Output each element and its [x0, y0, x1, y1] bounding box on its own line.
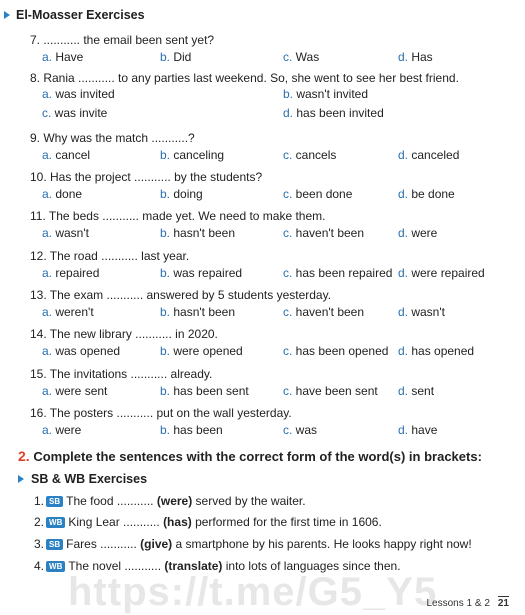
answer-option[interactable] — [398, 305, 445, 319]
sentence-number: 2. — [34, 515, 45, 529]
option-text: were — [411, 226, 438, 240]
option-text: canceling — [173, 148, 225, 162]
task-text: Complete the sentences with the correct form of the word(s) in brackets: — [33, 449, 482, 464]
option-text: wasn't invited — [296, 87, 369, 101]
answer-option[interactable] — [42, 187, 82, 201]
answer-option[interactable] — [283, 87, 368, 101]
option-text: has been opened — [295, 344, 389, 358]
question-stem: 7. ........... the email been sent yet? — [30, 33, 215, 47]
answer-option[interactable] — [160, 344, 243, 358]
answer-option[interactable] — [398, 187, 455, 201]
option-text: cancels — [295, 148, 337, 162]
option-text: sent — [411, 384, 435, 398]
option-letter: c. — [283, 148, 296, 162]
bracket-word: (has) — [163, 515, 192, 529]
option-text: were repaired — [411, 266, 485, 280]
question-stem: 16. The posters ........... put on the wall yesterday. — [30, 406, 292, 420]
answer-option[interactable] — [42, 423, 81, 437]
option-letter: d. — [398, 423, 412, 437]
task-number: 2. — [18, 448, 30, 464]
option-letter: c. — [283, 187, 296, 201]
sentence-text: The food ........... — [66, 494, 157, 508]
answer-option[interactable] — [42, 87, 115, 101]
option-text: weren't — [55, 305, 94, 319]
option-text: was opened — [55, 344, 121, 358]
option-letter: b. — [160, 187, 174, 201]
answer-option[interactable] — [283, 423, 317, 437]
option-text: has opened — [411, 344, 475, 358]
question-stem: 10. Has the project ........... by the students? — [30, 170, 263, 184]
option-text: were — [55, 423, 82, 437]
option-letter: a. — [42, 423, 56, 437]
option-text: were sent — [55, 384, 108, 398]
option-letter: d. — [398, 384, 412, 398]
book-badge: WB — [46, 517, 65, 528]
answer-option[interactable] — [283, 266, 392, 280]
option-text: haven't been — [295, 226, 365, 240]
option-letter: b. — [160, 266, 174, 280]
option-letter: d. — [283, 106, 297, 120]
sentence-text: served by the waiter. — [192, 494, 306, 508]
option-text: has been — [173, 423, 223, 437]
option-letter: d. — [398, 305, 412, 319]
answer-option[interactable] — [283, 384, 378, 398]
option-text: has been invited — [296, 106, 384, 120]
option-letter: a. — [42, 305, 56, 319]
option-text: done — [55, 187, 83, 201]
answer-option[interactable] — [283, 344, 388, 358]
option-letter: d. — [398, 226, 412, 240]
option-text: Has — [411, 50, 433, 64]
option-letter: b. — [160, 50, 174, 64]
option-text: Have — [55, 50, 84, 64]
option-letter: d. — [398, 148, 412, 162]
option-letter: a. — [42, 266, 56, 280]
book-badge: WB — [46, 561, 65, 572]
answer-option[interactable] — [160, 266, 242, 280]
answer-option[interactable] — [160, 305, 235, 319]
exercise-sentence — [34, 515, 382, 529]
answer-option[interactable] — [42, 148, 90, 162]
exercise-sentence — [34, 537, 472, 551]
option-letter: b. — [160, 305, 174, 319]
answer-option[interactable] — [160, 384, 249, 398]
sentence-text: into lots of languages since then. — [222, 559, 401, 573]
option-letter: a. — [42, 384, 56, 398]
option-text: been done — [295, 187, 353, 201]
answer-option[interactable] — [398, 226, 437, 240]
triangle-bullet-icon — [18, 475, 24, 483]
option-text: was — [295, 423, 318, 437]
answer-option[interactable] — [42, 266, 99, 280]
answer-option[interactable] — [42, 384, 107, 398]
book-badge: SB — [46, 539, 63, 550]
option-letter: c. — [283, 305, 296, 319]
option-text: wasn't — [55, 226, 89, 240]
sbwb-heading — [18, 472, 147, 486]
answer-option[interactable] — [283, 148, 336, 162]
question-stem: 15. The invitations ........... already. — [30, 367, 213, 381]
option-text: cancel — [55, 148, 91, 162]
sentence-text: King Lear ........... — [68, 515, 164, 529]
sentence-number: 1. — [34, 494, 45, 508]
triangle-bullet-icon — [4, 11, 10, 19]
option-letter: c. — [283, 423, 296, 437]
answer-option[interactable] — [42, 344, 120, 358]
option-text: has been sent — [173, 384, 249, 398]
answer-option[interactable] — [160, 226, 235, 240]
book-badge: SB — [46, 496, 63, 507]
option-letter: b. — [160, 226, 174, 240]
option-text: wasn't — [411, 305, 445, 319]
answer-option[interactable] — [283, 187, 352, 201]
option-letter: a. — [42, 344, 56, 358]
option-text: were opened — [173, 344, 243, 358]
sentence-text: Fares ........... — [66, 537, 141, 551]
option-letter: b. — [160, 344, 174, 358]
option-letter: c. — [42, 106, 55, 120]
bracket-word: (translate) — [164, 559, 223, 573]
answer-option[interactable] — [160, 187, 203, 201]
option-text: doing — [173, 187, 203, 201]
answer-option[interactable] — [160, 148, 224, 162]
answer-option[interactable] — [398, 266, 485, 280]
answer-option[interactable] — [283, 305, 364, 319]
sbwb-title: SB & WB Exercises — [31, 472, 148, 486]
sentence-text: The novel ........... — [68, 559, 165, 573]
section-title: El-Moasser Exercises — [16, 8, 145, 22]
answer-option[interactable] — [42, 226, 89, 240]
answer-option[interactable] — [160, 423, 223, 437]
option-text: canceled — [411, 148, 460, 162]
option-text: Did — [173, 50, 192, 64]
option-text: was invited — [55, 87, 115, 101]
option-text: hasn't been — [173, 226, 236, 240]
option-text: has been repaired — [295, 266, 393, 280]
option-letter: a. — [42, 87, 56, 101]
option-text: have — [411, 423, 438, 437]
option-letter: c. — [283, 50, 296, 64]
option-letter: b. — [160, 423, 174, 437]
question-stem: 11. The beds ........... made yet. We need to make them. — [30, 209, 326, 223]
answer-option[interactable] — [160, 50, 191, 64]
answer-option[interactable] — [398, 344, 474, 358]
answer-option[interactable] — [42, 106, 107, 120]
option-text: hasn't been — [173, 305, 236, 319]
sentence-text: performed for the first time in 1606. — [191, 515, 382, 529]
answer-option[interactable] — [42, 50, 83, 64]
option-letter: a. — [42, 50, 56, 64]
option-letter: b. — [160, 148, 174, 162]
page-footer — [427, 596, 510, 609]
question-stem: 12. The road ........... last year. — [30, 249, 190, 263]
option-letter: c. — [283, 344, 296, 358]
answer-option[interactable] — [283, 106, 384, 120]
option-letter: b. — [160, 384, 174, 398]
option-letter: a. — [42, 148, 56, 162]
answer-option[interactable] — [398, 50, 433, 64]
option-text: was repaired — [173, 266, 243, 280]
option-letter: a. — [42, 187, 56, 201]
exercise-sentence — [34, 494, 306, 508]
question-stem: 8. Rania ........... to any parties last weekend. So, she went to see her best friend. — [30, 71, 459, 85]
question-stem: 9. Why was the match ...........? — [30, 131, 195, 145]
answer-option[interactable] — [398, 384, 434, 398]
option-letter: d. — [398, 266, 412, 280]
sentence-text: a smartphone by his parents. He looks happy right now! — [172, 537, 472, 551]
bracket-word: (were) — [156, 494, 193, 508]
page-number: 21 — [497, 598, 509, 609]
option-letter: b. — [283, 87, 297, 101]
answer-option[interactable] — [42, 305, 94, 319]
footer-lessons: Lessons 1 & 2 — [426, 598, 490, 609]
answer-option[interactable] — [283, 50, 319, 64]
question-stem: 13. The exam ........... answered by 5 students yesterday. — [30, 288, 332, 302]
option-letter: d. — [398, 187, 412, 201]
option-letter: c. — [283, 266, 296, 280]
option-text: Was — [295, 50, 320, 64]
option-text: repaired — [55, 266, 100, 280]
option-letter: d. — [398, 344, 412, 358]
section-heading — [4, 7, 145, 23]
sentence-number: 4. — [34, 559, 45, 573]
option-text: was invite — [54, 106, 108, 120]
task-2-instruction — [18, 448, 482, 464]
bracket-word: (give) — [140, 537, 173, 551]
option-text: have been sent — [295, 384, 378, 398]
option-letter: a. — [42, 226, 56, 240]
answer-option[interactable] — [398, 148, 459, 162]
option-text: haven't been — [295, 305, 365, 319]
option-letter: d. — [398, 50, 412, 64]
question-stem: 14. The new library ........... in 2020. — [30, 327, 218, 341]
watermark: https://t.me/G5_Y5 — [68, 570, 438, 614]
option-letter: c. — [283, 384, 296, 398]
option-letter: c. — [283, 226, 296, 240]
answer-option[interactable] — [398, 423, 437, 437]
sentence-number: 3. — [34, 537, 45, 551]
option-text: be done — [411, 187, 455, 201]
answer-option[interactable] — [283, 226, 364, 240]
